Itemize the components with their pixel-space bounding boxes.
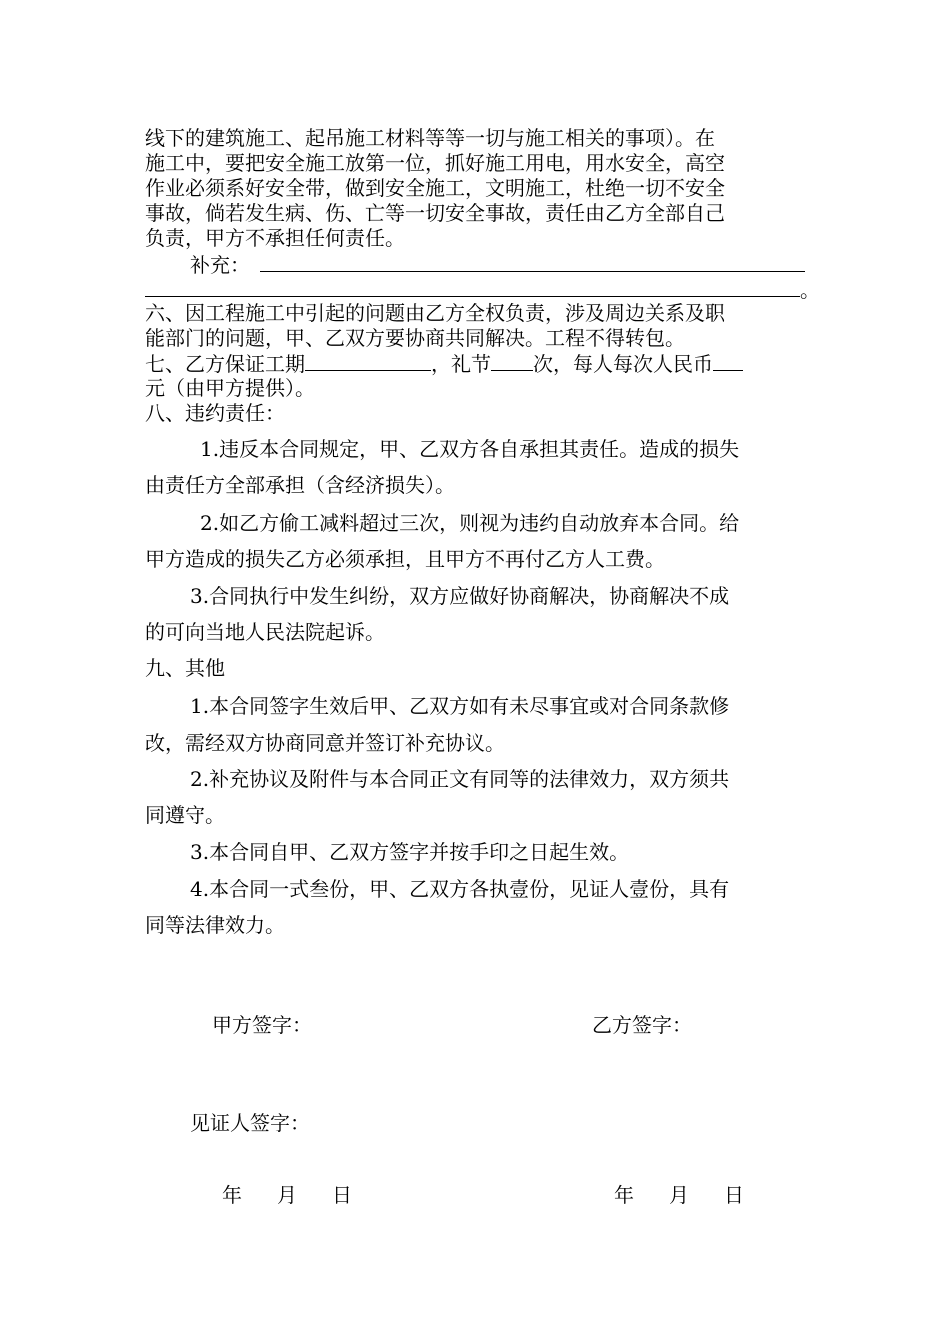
construction-period-blank[interactable] bbox=[305, 350, 431, 371]
section7-part-3: 次，每人每次人民币 bbox=[533, 352, 713, 376]
party-a-date bbox=[222, 1182, 352, 1208]
section9-item2-line-2: 同遵守。 bbox=[145, 803, 225, 827]
holiday-count-blank[interactable] bbox=[491, 350, 533, 371]
party-b-signature-label: 乙方签字： bbox=[592, 1013, 692, 1037]
section5-line-3: 作业必须系好安全带，做到安全施工，文明施工，杜绝一切不安全 bbox=[145, 176, 725, 200]
section9-item3-line-1: 3.本合同自甲、乙双方签字并按手印之日起生效。 bbox=[190, 840, 630, 864]
section8-item3-line-1: 3.合同执行中发生纠纷，双方应做好协商解决，协商解决不成 bbox=[190, 584, 730, 608]
supplement-row bbox=[190, 251, 852, 278]
section9-item4-line-2: 同等法律效力。 bbox=[145, 913, 285, 937]
section5-line-5: 负责，甲方不承担任何责任。 bbox=[145, 226, 405, 250]
section9-heading: 九、其他 bbox=[145, 656, 225, 680]
date-year: 年 bbox=[222, 1183, 242, 1207]
section9-item2-line-1: 2.补充协议及附件与本合同正文有同等的法律效力，双方须共 bbox=[190, 767, 730, 791]
section5-line-2: 施工中，要把安全施工放第一位，抓好施工用电，用水安全，高空 bbox=[145, 151, 725, 175]
section5-line-4: 事故，倘若发生病、伤、亡等一切安全事故，责任由乙方全部自己 bbox=[145, 201, 725, 225]
supplement-label: 补充： bbox=[190, 253, 250, 277]
party-a-signature-label: 甲方签字： bbox=[212, 1013, 312, 1037]
date-year: 年 bbox=[614, 1183, 634, 1207]
date-day: 日 bbox=[332, 1183, 352, 1207]
supplement-blank-1[interactable] bbox=[260, 251, 805, 272]
section9-item4-line-1: 4.本合同一式叁份，甲、乙双方各执壹份，见证人壹份，具有 bbox=[190, 877, 730, 901]
date-month: 月 bbox=[277, 1183, 297, 1207]
section8-item3-line-2: 的可向当地人民法院起诉。 bbox=[145, 620, 385, 644]
section9-item1-line-1: 1.本合同签字生效后甲、乙双方如有未尽事宜或对合同条款修 bbox=[190, 694, 730, 718]
witness-signature-label: 见证人签字： bbox=[190, 1111, 310, 1135]
section5-line-1: 线下的建筑施工、起吊施工材料等等一切与施工相关的事项）。在 bbox=[145, 126, 715, 150]
section8-item1-line-2: 由责任方全部承担（含经济损失）。 bbox=[145, 473, 455, 497]
section8-heading: 八、违约责任： bbox=[145, 401, 285, 425]
section6-line-2: 能部门的问题，甲、乙双方要协商共同解决。工程不得转包。 bbox=[145, 326, 685, 350]
section8-item1-line-1: 1.违反本合同规定，甲、乙双方各自承担其责任。造成的损失 bbox=[200, 437, 740, 461]
section6-line-1: 六、因工程施工中引起的问题由乙方全权负责，涉及周边关系及职 bbox=[145, 301, 725, 325]
section9-item1-line-2: 改，需经双方协商同意并签订补充协议。 bbox=[145, 731, 505, 755]
date-day: 日 bbox=[724, 1183, 744, 1207]
section7-line-1 bbox=[145, 350, 807, 377]
section8-item2-line-1: 2.如乙方偷工减料超过三次，则视为违约自动放弃本合同。给 bbox=[200, 511, 740, 535]
supplement-blank-2[interactable] bbox=[145, 276, 800, 297]
date-month: 月 bbox=[669, 1183, 689, 1207]
supplement-row-2 bbox=[145, 276, 820, 303]
amount-blank[interactable] bbox=[713, 350, 743, 371]
supplement-end: 。 bbox=[800, 278, 820, 302]
section7-part-1: 七、乙方保证工期 bbox=[145, 352, 305, 376]
section7-part-2: ，礼节 bbox=[431, 352, 491, 376]
section7-line-2: 元（由甲方提供）。 bbox=[145, 376, 315, 400]
section8-item2-line-2: 甲方造成的损失乙方必须承担，且甲方不再付乙方人工费。 bbox=[145, 547, 665, 571]
party-b-date bbox=[614, 1182, 744, 1208]
